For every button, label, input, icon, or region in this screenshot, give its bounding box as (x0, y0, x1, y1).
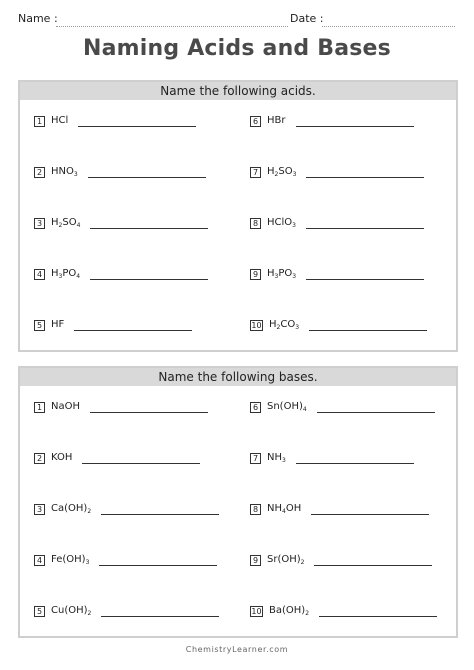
chemical-formula: $Cu(OH)_2$ (51, 605, 92, 617)
question-number: 7 (250, 167, 261, 178)
base-item-3 (34, 502, 234, 518)
chemical-formula: $HNO_3$ (51, 166, 78, 178)
question-number: 3 (34, 504, 45, 515)
base-item-1 (34, 400, 234, 416)
acid-item-5 (34, 318, 234, 334)
footer-credit: ChemistryLearner.com (185, 645, 289, 654)
chemical-formula: $Ba(OH)_2$ (269, 605, 310, 617)
answer-line[interactable] (311, 514, 429, 515)
date-label: Date : (290, 12, 324, 25)
answer-line[interactable] (101, 514, 219, 515)
acid-item-3 (34, 216, 234, 232)
acid-item-8 (250, 216, 450, 232)
answer-line[interactable] (90, 228, 208, 229)
question-number: 8 (250, 504, 261, 515)
question-number: 6 (250, 116, 261, 127)
question-number: 1 (34, 402, 45, 413)
acid-item-1 (34, 114, 234, 130)
base-item-9 (250, 553, 450, 569)
bases-heading: Name the following bases. (20, 368, 456, 386)
answer-line[interactable] (99, 565, 217, 566)
question-number: 8 (250, 218, 261, 229)
name-field[interactable] (18, 12, 288, 25)
chemical-formula: $Sr(OH)_2$ (267, 554, 305, 566)
chemical-formula: $NH_4OH$ (267, 503, 302, 515)
name-line (56, 26, 288, 27)
acid-item-7 (250, 165, 450, 181)
answer-line[interactable] (306, 279, 424, 280)
acid-item-6 (250, 114, 450, 130)
base-item-7 (250, 451, 450, 467)
acid-item-4 (34, 267, 234, 283)
chemical-formula: $NH_3$ (267, 452, 286, 464)
chemical-formula: $Ca(OH)_2$ (51, 503, 92, 515)
answer-line[interactable] (296, 126, 414, 127)
acid-item-2 (34, 165, 234, 181)
worksheet-title: Naming Acids and Bases (83, 36, 391, 61)
chemical-formula: HClO$_3$ (267, 217, 296, 229)
chemical-formula: $Fe(OH)_3$ (51, 554, 90, 566)
question-number: 6 (250, 402, 261, 413)
answer-line[interactable] (317, 412, 435, 413)
base-item-2 (34, 451, 234, 467)
bases-panel (18, 366, 458, 638)
answer-line[interactable] (82, 463, 200, 464)
date-line (322, 26, 455, 27)
chemical-formula: NaOH (51, 401, 80, 412)
chemical-formula: $H_3PO_3$ (267, 268, 297, 280)
question-number: 7 (250, 453, 261, 464)
chemical-formula: $H_2SO_3$ (267, 166, 297, 178)
answer-line[interactable] (309, 330, 427, 331)
name-label: Name : (18, 12, 58, 25)
question-number: 5 (34, 606, 45, 617)
answer-line[interactable] (306, 177, 424, 178)
question-number: 4 (34, 555, 45, 566)
question-number: 2 (34, 453, 45, 464)
base-item-5 (34, 604, 234, 620)
question-number: 4 (34, 269, 45, 280)
acid-item-10 (250, 318, 450, 334)
answer-line[interactable] (78, 126, 196, 127)
chemical-formula: $H_2SO_4$ (51, 217, 81, 229)
question-number: 10 (251, 321, 262, 330)
date-field[interactable] (290, 12, 455, 25)
base-item-10 (250, 604, 450, 620)
question-number: 5 (34, 320, 45, 331)
acid-item-9 (250, 267, 450, 283)
answer-line[interactable] (319, 616, 437, 617)
base-item-4 (34, 553, 234, 569)
question-number: 9 (250, 555, 261, 566)
answer-line[interactable] (90, 412, 208, 413)
answer-line[interactable] (314, 565, 432, 566)
question-number: 1 (34, 116, 45, 127)
chemical-formula: $H_2CO_3$ (269, 319, 300, 331)
question-number: 3 (34, 218, 45, 229)
answer-line[interactable] (90, 279, 208, 280)
chemical-formula: HF (51, 319, 65, 330)
chemical-formula: KOH (51, 452, 73, 463)
acids-heading: Name the following acids. (20, 82, 456, 100)
chemical-formula: $H_3PO_4$ (51, 268, 81, 280)
question-number: 2 (34, 167, 45, 178)
answer-line[interactable] (88, 177, 206, 178)
base-item-8 (250, 502, 450, 518)
chemical-formula: HBr (267, 115, 286, 126)
question-number: 9 (250, 269, 261, 280)
answer-line[interactable] (101, 616, 219, 617)
chemical-formula: $Sn(OH)_4$ (267, 401, 307, 413)
acids-panel (18, 80, 458, 352)
answer-line[interactable] (306, 228, 424, 229)
answer-line[interactable] (296, 463, 414, 464)
chemical-formula: HCl (51, 115, 69, 126)
question-number: 10 (251, 607, 262, 616)
base-item-6 (250, 400, 450, 416)
answer-line[interactable] (74, 330, 192, 331)
